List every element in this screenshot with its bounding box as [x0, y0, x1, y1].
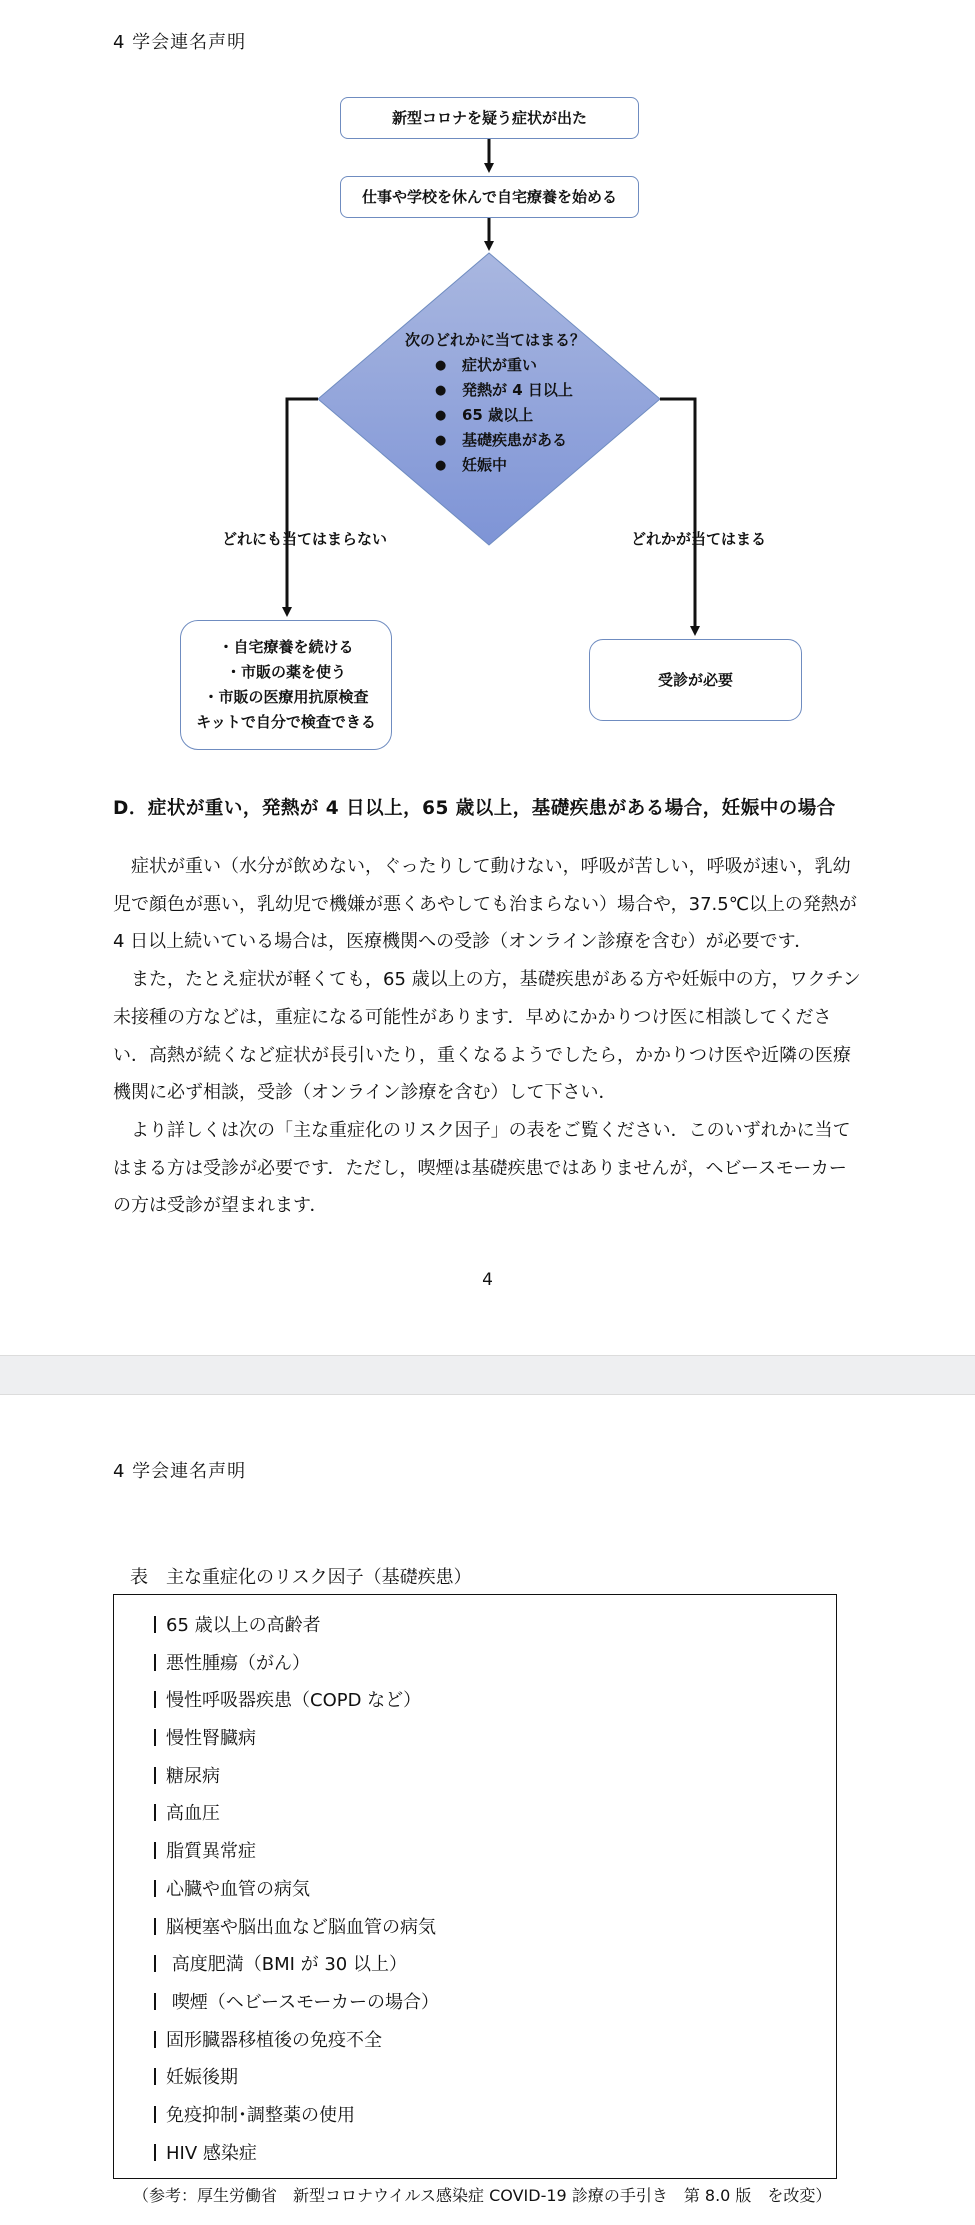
paragraph: より詳しくは次の「主な重症化のリスク因子」の表をご覧ください．このいずれかに当てはまる方は受診が必要です．ただし，喫煙は基礎疾患ではありませんが，ヘビースモーカーの方は受診が望まれます．	[113, 1119, 851, 1217]
risk-factor-item: 心臓や血管の病気	[154, 1871, 836, 1909]
arrow-yes-branch	[660, 399, 695, 631]
page-header: 4 学会連名声明	[113, 1461, 247, 1482]
page-number: 4	[482, 1270, 493, 1290]
flow-result-see-doctor: 受診が必要	[589, 639, 802, 721]
flow-result-continue-home	[180, 620, 392, 750]
condition-item: ● 基礎疾患がある	[435, 428, 585, 453]
risk-factor-item: HIV 感染症	[154, 2135, 836, 2173]
page-header: 4 学会連名声明	[113, 32, 247, 53]
table-caption: 表 主な重症化のリスク因子（基礎疾患）	[130, 1567, 472, 1588]
risk-factor-item: 免疫抑制･調整薬の使用	[154, 2097, 836, 2135]
risk-factor-list	[114, 1595, 836, 2172]
result-line: ・自宅療養を続ける	[218, 638, 354, 656]
condition-item: ● 65 歳以上	[435, 403, 585, 428]
risk-factor-item: 脂質異常症	[154, 1833, 836, 1871]
risk-factor-item: 65 歳以上の高齢者	[154, 1607, 836, 1645]
arrow-no-branch	[287, 399, 318, 612]
paragraph: 症状が重い（水分が飲めない，ぐったりして動けない，呼吸が苦しい，呼吸が速い，乳幼児で顔色が悪い，乳幼児で機嫌が悪くあやしても治まらない）場合や，37.5℃以上の発熱が 4 日以上続いている場合は，医療機関への受診（オンライン診療を含む）が必要です．	[113, 856, 857, 953]
paragraph: また，たとえ症状が軽くても，65 歳以上の方，基礎疾患がある方や妊娠中の方，ワクチン未接種の方などは，重症になる可能性があります．早めにかかりつけ医に相談してください．高熱が続くなど症状が長引いたり，重くなるようでしたら，かかりつけ医や近隣の医療機関に必ず相談，受診（オンライン診療を含む）して下さい．	[113, 969, 861, 1104]
risk-factor-item: 脳梗塞や脳出血など脳血管の病気	[154, 1909, 836, 1947]
condition-list	[400, 353, 585, 478]
body-text	[113, 848, 863, 1225]
result-line: キットで自分で検査できる	[196, 713, 376, 731]
decision-question: 次のどれかに当てはまる？	[405, 331, 586, 349]
condition-item: ● 発熱が 4 日以上	[435, 378, 585, 403]
risk-factor-item: 慢性呼吸器疾患（COPD など）	[154, 1682, 836, 1720]
result-line: ・市販の医療用抗原検査	[203, 688, 369, 706]
page-separator	[0, 1355, 975, 1395]
decision-content	[400, 328, 585, 478]
risk-factor-item: 糖尿病	[154, 1758, 836, 1796]
flow-step-symptoms: 新型コロナを疑う症状が出た	[340, 97, 639, 139]
result-line: ・市販の薬を使う	[225, 663, 346, 681]
risk-factor-item: 高度肥満（BMI が 30 以上）	[154, 1946, 836, 1984]
risk-factor-item: 慢性腎臓病	[154, 1720, 836, 1758]
condition-item: ● 妊娠中	[435, 453, 585, 478]
risk-factor-table	[113, 1594, 837, 2179]
risk-factor-item: 妊娠後期	[154, 2059, 836, 2097]
flow-step-home-care: 仕事や学校を休んで自宅療養を始める	[340, 176, 639, 218]
risk-factor-item: 高血圧	[154, 1795, 836, 1833]
source-note: （参考：厚生労働省 新型コロナウイルス感染症 COVID-19 診療の手引き 第 8.0 版 を改変）	[133, 2186, 832, 2205]
risk-factor-item: 喫煙（ヘビースモーカーの場合）	[154, 1984, 836, 2022]
branch-label-any: どれかが当てはまる	[631, 530, 767, 548]
branch-label-none: どれにも当てはまらない	[222, 530, 388, 548]
condition-item: ● 症状が重い	[435, 353, 585, 378]
risk-factor-item: 固形臓器移植後の免疫不全	[154, 2022, 836, 2060]
section-title: D．症状が重い，発熱が 4 日以上，65 歳以上，基礎疾患がある場合，妊娠中の場合	[113, 798, 836, 819]
risk-factor-item: 悪性腫瘍（がん）	[154, 1645, 836, 1683]
